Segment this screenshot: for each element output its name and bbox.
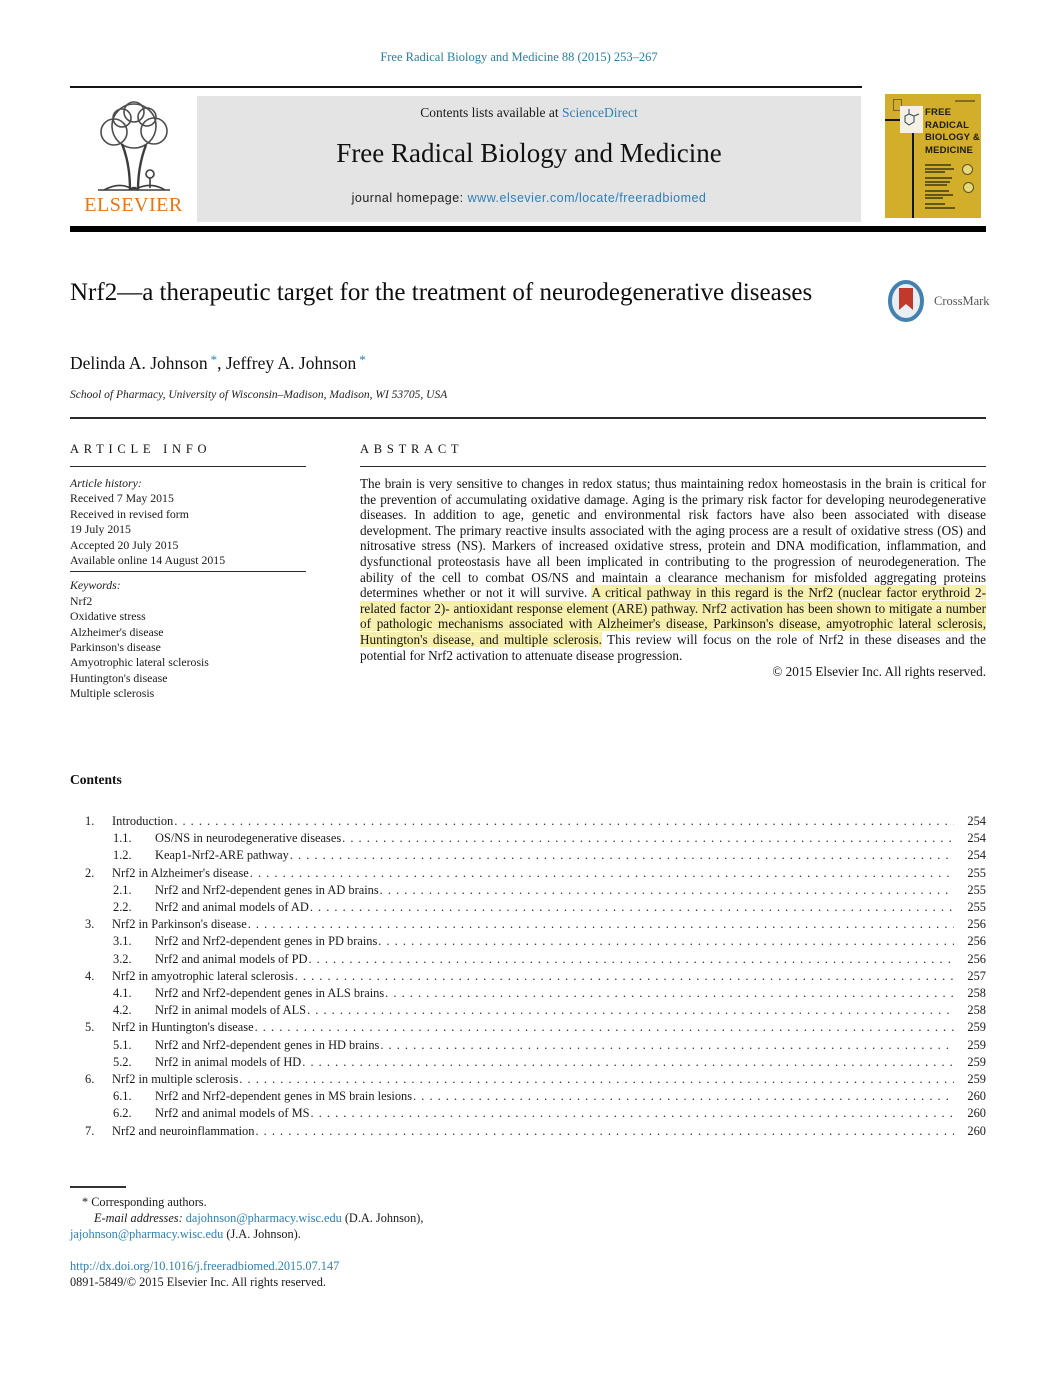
list-item: Oxidative stress [70,609,146,624]
toc-page: 254 [967,848,986,863]
cover-title [925,107,980,157]
toc-number: 3.2. [113,951,132,966]
elsevier-tree-icon [84,98,184,196]
doi-link[interactable]: http://dx.doi.org/10.1016/j.freeradbiomed.2015.07.147 [70,1259,340,1273]
cover-editors-line [925,203,955,210]
toc-dots [239,1071,954,1088]
homepage-line [197,191,861,205]
toc-label: Nrf2 and Nrf2-dependent genes in PD brains [155,934,378,949]
header-thick-rule [70,226,986,232]
toc-page: 259 [967,1054,986,1069]
toc-row [70,968,986,985]
toc-row [70,916,986,933]
copyright-line: © 2015 Elsevier Inc. All rights reserved. [772,664,986,680]
cover-title-line: FREE [925,107,952,118]
toc-label: Nrf2 and animal models of MS [155,1106,310,1121]
toc-label: Nrf2 in Huntington's disease [112,1020,254,1035]
sciencedirect-link[interactable]: ScienceDirect [562,105,638,120]
toc-dots [380,882,954,899]
toc-page: 255 [967,900,986,915]
email-suffix: (J.A. Johnson). [223,1226,301,1241]
toc-row [70,933,986,950]
article-history-label: Article history: [70,476,142,490]
corresponding-author-asterisk[interactable]: * [359,352,366,367]
cover-vertical-line [912,133,914,218]
toc-row [70,1019,986,1036]
top-rule [70,86,862,88]
list-item: Parkinson's disease [70,640,161,655]
toc-label: OS/NS in neurodegenerative diseases [155,831,342,846]
toc-dots [385,985,954,1002]
toc-label: Nrf2 and Nrf2-dependent genes in HD brains [155,1037,380,1052]
list-item: 19 July 2015 [70,522,131,537]
author-separator: , [217,353,226,373]
toc-page: 256 [967,917,986,932]
abstract-text-highlighted: A critical pathway in this regard is the Nrf2 (nuclear factor erythroid 2-related factor 2)- antioxidant response element (ARE) pathway. Nrf2 activation has been shown to mitigate a number of pathologic mechanisms associated with Alzheimer's disease, Parkinson's disease, amyotrophic lateral sclerosis, Huntington's disease, and multiple sclerosis. [360,585,986,647]
footnote-rule [70,1186,126,1188]
toc-number: 6. [85,1072,95,1087]
list-item: Accepted 20 July 2015 [70,537,179,552]
keywords-list [70,594,306,702]
homepage-label: journal homepage: [351,191,468,205]
crossmark-label: CrossMark [934,294,990,308]
toc-number: 2. [85,865,95,880]
corresponding-authors-note: * Corresponding authors. [82,1194,207,1209]
table-of-contents [70,813,986,1140]
toc-page: 260 [967,1089,986,1104]
homepage-url-link[interactable]: www.elsevier.com/locate/freeradbiomed [467,191,707,205]
toc-dots [342,830,954,847]
toc-dots [248,916,954,933]
abstract-column [360,442,986,680]
toc-number: 4. [85,968,95,983]
list-item: Received in revised form [70,506,189,521]
toc-label: Nrf2 in Alzheimer's disease [112,865,249,880]
email-suffix: (D.A. Johnson), [341,1210,424,1225]
toc-label: Keap1-Nrf2-ARE pathway [155,848,289,863]
toc-dots [255,1123,954,1140]
toc-number: 1. [85,814,95,828]
toc-page: 260 [967,1123,986,1138]
keywords-label: Keywords: [70,578,121,593]
toc-number: 7. [85,1123,95,1138]
toc-number: 2.1. [113,882,132,897]
list-item: Received 7 May 2015 [70,491,174,506]
abstract-text [360,476,986,680]
toc-page: 254 [967,814,986,828]
list-item: Alzheimer's disease [70,624,164,639]
toc-page: 259 [967,1020,986,1035]
toc-number: 3. [85,917,95,932]
toc-dots [413,1088,954,1105]
elsevier-wordmark: ELSEVIER [84,194,183,216]
doi-block [70,1259,540,1290]
molecule-icon [900,106,923,133]
crossmark-badge[interactable] [886,279,988,323]
toc-label: Nrf2 and Nrf2-dependent genes in AD brains [155,882,379,897]
email-label: E-mail addresses: [94,1210,186,1225]
toc-row [70,1002,986,1019]
toc-page: 254 [967,831,986,846]
toc-label: Nrf2 in Parkinson's disease [112,917,247,932]
cover-fine-print [925,190,955,201]
abstract-text-plain: The brain is very sensitive to changes in redox status; thus maintaining redox homeostasis in the brain is critical for the prevention of accumulating oxidative damage. Aging is the primary risk factor for developing neurodegenerative diseases. In addition to age, genetic and environmental risk factors have also been associated with disease development. The primary reactive insults associated with the aging process are a result of oxidative stress (OS) and nitrosative stress (NS). Markers of increased oxidative stress, protein and DNA modification, inflammation, and dysfunctional proteostasis have all been implicated in contributing to the progression of neurodegeneration. The ability of the cell to combat OS/NS and maintain a clearance mechanism for misfolded aggregating proteins determines whether or not it will survive. [360,476,986,601]
toc-label: Nrf2 and neuroinflammation [112,1123,255,1138]
toc-label: Nrf2 and Nrf2-dependent genes in MS brain lesions [155,1089,413,1104]
section-divider-rule [70,417,986,419]
list-item: Amyotrophic lateral sclerosis [70,655,209,670]
toc-dots [380,1037,954,1054]
toc-number: 3.1. [113,934,132,949]
journal-reference-line: Free Radical Biology and Medicine 88 (2015) 253–267 [380,50,658,64]
email-link-jajohnson[interactable]: jajohnson@pharmacy.wisc.edu [70,1226,224,1241]
cover-society-emblem [962,164,973,175]
abstract-heading: ABSTRACT [360,442,986,467]
toc-dots [310,899,954,916]
cover-title-line: BIOLOGY & [925,132,980,143]
affiliation: School of Pharmacy, University of Wisconsin–Madison, Madison, WI 53705, USA [70,389,448,401]
toc-row [70,882,986,899]
list-item: Huntington's disease [70,670,168,685]
cover-molecule-box [900,106,923,133]
toc-dots [378,933,954,950]
toc-page: 256 [967,934,986,949]
contents-heading: Contents [70,772,122,787]
toc-number: 2.2. [113,900,132,915]
crossmark-icon [886,279,930,323]
toc-dots [302,1054,954,1071]
contents-lists-text: Contents lists available at [420,105,562,120]
toc-page: 259 [967,1072,986,1087]
toc-row [70,847,986,864]
toc-row [70,1123,986,1140]
toc-number: 5. [85,1020,95,1035]
toc-page: 259 [967,1037,986,1052]
toc-label: Introduction [112,814,174,828]
article-info-heading: ARTICLE INFO [70,442,306,467]
cover-society-emblem [963,182,974,193]
toc-number: 4.2. [113,1003,132,1018]
email-addresses-line [70,1210,540,1226]
toc-row [70,865,986,882]
toc-page: 258 [967,986,986,1001]
toc-row [70,830,986,847]
toc-page: 256 [967,951,986,966]
author-name: Jeffrey A. Johnson [225,353,357,373]
toc-number: 1.2. [113,848,132,863]
toc-page: 255 [967,882,986,897]
issn-copyright-line: 0891-5849/© 2015 Elsevier Inc. All rights reserved. [70,1274,326,1289]
cover-title-line: MEDICINE [925,144,974,156]
toc-row [70,899,986,916]
toc-number: 5.2. [113,1054,132,1069]
toc-page: 258 [967,1003,986,1018]
list-item: Nrf2 [70,593,93,608]
cover-volume-mark [955,100,975,102]
toc-label: Nrf2 in animal models of HD [155,1054,302,1069]
list-item: Available online 14 August 2015 [70,553,226,568]
footnote-block [70,1186,540,1242]
toc-row [70,951,986,968]
author-name: Delinda A. Johnson [70,353,208,373]
cover-title-line: RADICAL [925,119,970,131]
toc-page: 260 [967,1106,986,1121]
toc-number: 1.1. [113,831,132,846]
toc-label: Nrf2 and animal models of PD [155,951,308,966]
toc-label: Nrf2 and animal models of AD [155,900,309,915]
toc-label: Nrf2 and Nrf2-dependent genes in ALS brains [155,986,385,1001]
cover-horizontal-line [885,119,900,121]
article-history-list [70,491,306,568]
abstract-text-plain: This review will focus on the role of Nrf2 in these diseases and the potential for Nrf2 activation to attenuate disease progression. [360,631,986,663]
cover-fine-print [925,177,955,188]
list-item: Multiple sclerosis [70,686,155,701]
journal-banner [197,96,861,222]
toc-row [70,985,986,1002]
toc-row [70,813,986,830]
contents-section [70,772,986,1140]
corresponding-author-asterisk[interactable]: * [210,352,218,367]
toc-number: 6.1. [113,1089,132,1104]
toc-number: 5.1. [113,1037,132,1052]
toc-row [70,1088,986,1105]
toc-label: Nrf2 in multiple sclerosis [112,1072,239,1087]
toc-label: Nrf2 in amyotrophic lateral sclerosis [112,968,294,983]
toc-dots [308,951,954,968]
cover-fine-print [925,164,955,175]
toc-page: 257 [967,968,986,983]
toc-number: 4.1. [113,986,132,1001]
toc-row [70,1037,986,1054]
toc-dots [295,968,954,985]
toc-label: Nrf2 in animal models of ALS [155,1003,307,1018]
toc-row [70,1054,986,1071]
toc-dots [174,813,954,830]
toc-dots [290,847,954,864]
toc-page: 255 [967,865,986,880]
toc-dots [311,1105,954,1122]
toc-row [70,1105,986,1122]
email-addresses-line2 [70,1226,540,1242]
journal-cover-thumbnail[interactable] [885,94,981,218]
author-line [70,352,366,374]
article-title: Nrf2—a therapeutic target for the treatment of neurodegenerative diseases [70,279,813,306]
contents-lists-line [197,105,861,121]
toc-dots [250,865,954,882]
toc-row [70,1071,986,1088]
article-info-column [70,442,306,702]
elsevier-logo[interactable] [70,96,197,222]
journal-title: Free Radical Biology and Medicine [336,138,722,168]
email-link-dajohnson[interactable]: dajohnson@pharmacy.wisc.edu [185,1210,342,1225]
toc-number: 6.2. [113,1106,132,1121]
toc-dots [307,1002,954,1019]
toc-dots [255,1019,954,1036]
